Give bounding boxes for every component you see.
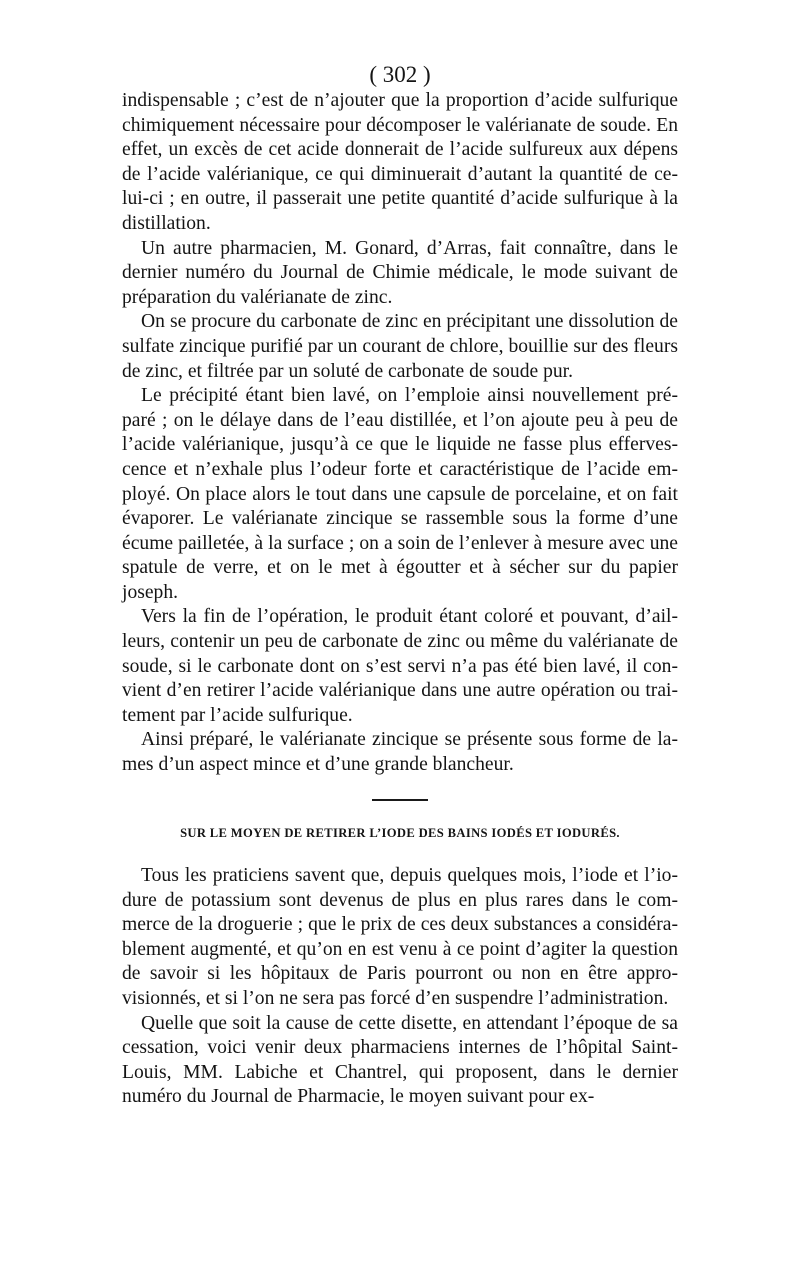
page-number: ( 302 ) bbox=[369, 62, 431, 87]
paragraph-prepared: Ainsi préparé, le valérianate zincique se présente sous forme de la-mes d’un aspect mince et d’une grande blancheur. bbox=[122, 729, 678, 776]
text-block-valerianate bbox=[122, 89, 678, 778]
paragraph-shortage: Quelle que soit la cause de cette disette, en attendant l’époque de sa cessation, voici venir deux pharmaciens internes de l’hôpital Saint-Louis, MM. Labiche et Chantrel, qui proposent, dans le dernier numéro du Journal de Pharmacie, le moyen suivant pour ex- bbox=[122, 1012, 678, 1108]
paragraph-carbonate: On se procure du carbonate de zinc en précipitant une dissolution de sulfate zincique purifié par un courant de chlore, bouillie sur des fleurs de zinc, et filtrée par un soluté de carbonate de soude pur. bbox=[122, 311, 678, 382]
section-heading: SUR LE MOYEN DE RETIRER L’IODE DES BAINS IODÉS ET IODURÉS. bbox=[180, 826, 620, 840]
paragraph-end-of-operation: Vers la fin de l’opération, le produit étant coloré et pouvant, d’ail-leurs, contenir un peu de carbonate de zinc ou même du valérianate de soude, si le carbonate dont on s’est servi n’a pas été bien lavé, il con-vient d’en retirer l’acide valérianique dans une autre opération ou trai-tement par l’acide sulfurique. bbox=[122, 606, 678, 726]
paragraph-practitioners: Tous les praticiens savent que, depuis quelques mois, l’iode et l’io-dure de potassium sont devenus de plus en plus rares dans le com-merce de la droguerie ; que le prix de ces deux substances a considéra-blement augmenté, et qu’on en est venu à ce point d’agiter la question de savoir si les hôpitaux de Paris pourront ou non en être appro-visionnés, et si l’on ne sera pas forcé d’en suspendre l’administration. bbox=[122, 865, 678, 1009]
paragraph-gonard: Un autre pharmacien, M. Gonard, d’Arras, fait connaître, dans le dernier numéro du Journal de Chimie médicale, le mode suivant de préparation du valérianate de zinc. bbox=[122, 237, 678, 308]
text-block-iodine bbox=[122, 864, 678, 1110]
paragraph-continuation: indispensable ; c’est de n’ajouter que la proportion d’acide sulfurique chimiquement nécessaire pour décomposer le valérianate de soude. En effet, un excès de cet acide donnerait de l’acide sulfureux aux dépens de l’acide valérianique, ce qui diminuerait d’autant la quantité de ce-lui-ci ; en outre, il passerait une petite quantité d’acide sulfurique à la distillation. bbox=[122, 90, 678, 234]
section-divider bbox=[372, 799, 428, 801]
paragraph-precipitate: Le précipité étant bien lavé, on l’emploie ainsi nouvellement pré-paré ; on le délaye dans de l’eau distillée, et l’on ajoute peu à peu de l’acide valérianique, jusqu’à ce que le liquide ne fasse plus efferves-cence et n’exhale plus l’odeur forte et caractéristique de l’acide em-ployé. On place alors le tout dans une capsule de porcelaine, et on fait évaporer. Le valérianate zincique se rassemble sous la forme d’une écume pailletée, à la surface ; on a soin de l’enlever à mesure avec une spatule de verre, et on le met à égoutter et à sécher sur du papier joseph. bbox=[122, 385, 678, 603]
